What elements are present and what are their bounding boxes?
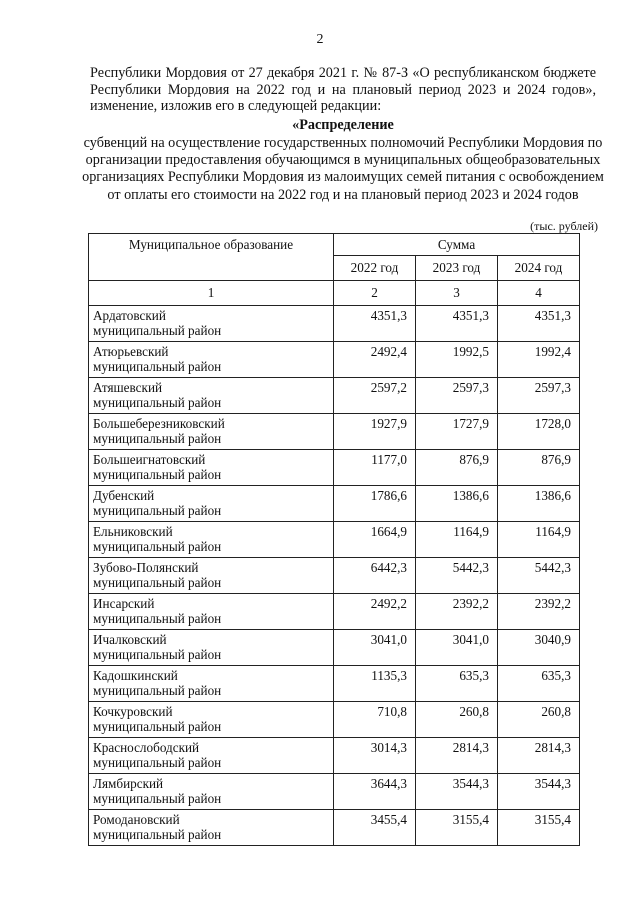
- amount-2024: 2814,3: [498, 738, 580, 774]
- amount-2024: 876,9: [498, 450, 580, 486]
- municipality-type: муниципальный район: [93, 827, 222, 842]
- amount-2023: 635,3: [416, 666, 498, 702]
- municipality-name: Дубенский: [93, 488, 155, 503]
- municipality-name: Зубово-Полянский: [93, 560, 199, 575]
- amount-2022: 4351,3: [334, 306, 416, 342]
- amount-2023: 3544,3: [416, 774, 498, 810]
- municipality-type: муниципальный район: [93, 719, 222, 734]
- municipality-type: муниципальный район: [93, 467, 222, 482]
- amount-2023: 3155,4: [416, 810, 498, 846]
- intro-paragraph: Республики Мордовия от 27 декабря 2021 г. № 87-З «О республиканском бюджете Республики Мордовия на 2022 год и на плановый период 2023 и 2024 годов», изменение, изложив его в следующей редакции:: [90, 65, 596, 114]
- column-number: 1: [89, 281, 334, 306]
- units-note: (тыс. рублей): [530, 219, 598, 233]
- municipality-name: Ельниковский: [93, 524, 173, 539]
- municipality-name: Кадошкинский: [93, 668, 178, 683]
- column-number: 3: [416, 281, 498, 306]
- amount-2023: 1992,5: [416, 342, 498, 378]
- table-heading: «Распределение: [292, 117, 394, 133]
- table-subtitle: субвенций на осуществление государственных полномочий Республики Мордовия по организации предоставления обучающимся в муниципальных общеобразовательных организациях Республики Мордовия из малоимущих семей питания с освобождением от оплаты его стоимости на 2022 год и на плановый период 2023 и 2024 годов: [82, 135, 604, 203]
- municipality-name: Лямбирский: [93, 776, 164, 791]
- municipality-type: муниципальный район: [93, 755, 222, 770]
- amount-2023: 2597,3: [416, 378, 498, 414]
- column-number: 4: [498, 281, 580, 306]
- amount-2022: 2492,2: [334, 594, 416, 630]
- amount-2024: 3155,4: [498, 810, 580, 846]
- municipality-cell: [89, 414, 334, 450]
- amount-2024: 3040,9: [498, 630, 580, 666]
- municipality-type: муниципальный район: [93, 323, 222, 338]
- table-row: [89, 810, 580, 846]
- amount-2022: 6442,3: [334, 558, 416, 594]
- municipality-cell: [89, 630, 334, 666]
- table-row: [89, 630, 580, 666]
- amount-2022: 3014,3: [334, 738, 416, 774]
- amount-2022: 1135,3: [334, 666, 416, 702]
- amount-2023: 5442,3: [416, 558, 498, 594]
- table-row: [89, 450, 580, 486]
- table-row: [89, 702, 580, 738]
- amount-2024: 3544,3: [498, 774, 580, 810]
- municipality-type: муниципальный район: [93, 359, 222, 374]
- table-row: [89, 594, 580, 630]
- table-row: [89, 738, 580, 774]
- municipality-name: Инсарский: [93, 596, 155, 611]
- column-header-municipality: Муниципальное образование: [89, 234, 334, 281]
- amount-2024: 635,3: [498, 666, 580, 702]
- amount-2023: 4351,3: [416, 306, 498, 342]
- distribution-table: [88, 233, 580, 846]
- municipality-cell: [89, 738, 334, 774]
- table-row: [89, 522, 580, 558]
- amount-2024: 1728,0: [498, 414, 580, 450]
- amount-2023: 2392,2: [416, 594, 498, 630]
- municipality-name: Большеигнатовский: [93, 452, 206, 467]
- table-body: [89, 306, 580, 846]
- municipality-cell: [89, 810, 334, 846]
- municipality-name: Атюрьевский: [93, 344, 169, 359]
- municipality-type: муниципальный район: [93, 683, 222, 698]
- municipality-name: Атяшевский: [93, 380, 163, 395]
- municipality-name: Большеберезниковский: [93, 416, 225, 431]
- municipality-cell: [89, 378, 334, 414]
- municipality-cell: [89, 774, 334, 810]
- amount-2024: 260,8: [498, 702, 580, 738]
- municipality-name: Кочкуровский: [93, 704, 173, 719]
- amount-2023: 3041,0: [416, 630, 498, 666]
- table-row: [89, 486, 580, 522]
- table-row: [89, 666, 580, 702]
- amount-2022: 3455,4: [334, 810, 416, 846]
- municipality-type: муниципальный район: [93, 647, 222, 662]
- municipality-type: муниципальный район: [93, 395, 222, 410]
- amount-2024: 1386,6: [498, 486, 580, 522]
- amount-2022: 1177,0: [334, 450, 416, 486]
- amount-2022: 2492,4: [334, 342, 416, 378]
- amount-2022: 3644,3: [334, 774, 416, 810]
- table-row: [89, 774, 580, 810]
- municipality-type: муниципальный район: [93, 503, 222, 518]
- amount-2024: 4351,3: [498, 306, 580, 342]
- table-row: [89, 414, 580, 450]
- table-row: [89, 378, 580, 414]
- municipality-type: муниципальный район: [93, 539, 222, 554]
- amount-2024: 2597,3: [498, 378, 580, 414]
- municipality-type: муниципальный район: [93, 431, 222, 446]
- column-header-year-2023: 2023 год: [416, 256, 498, 281]
- amount-2023: 876,9: [416, 450, 498, 486]
- municipality-cell: [89, 450, 334, 486]
- amount-2023: 1386,6: [416, 486, 498, 522]
- amount-2024: 1992,4: [498, 342, 580, 378]
- amount-2022: 1786,6: [334, 486, 416, 522]
- municipality-name: Краснослободский: [93, 740, 200, 755]
- municipality-cell: [89, 702, 334, 738]
- column-number: 2: [334, 281, 416, 306]
- amount-2023: 1727,9: [416, 414, 498, 450]
- table-row: [89, 558, 580, 594]
- column-header-sum: Сумма: [334, 234, 580, 256]
- table-row: [89, 306, 580, 342]
- amount-2024: 5442,3: [498, 558, 580, 594]
- amount-2022: 2597,2: [334, 378, 416, 414]
- column-header-year-2024: 2024 год: [498, 256, 580, 281]
- table-row: [89, 342, 580, 378]
- municipality-type: муниципальный район: [93, 575, 222, 590]
- amount-2023: 260,8: [416, 702, 498, 738]
- municipality-cell: [89, 306, 334, 342]
- amount-2022: 1664,9: [334, 522, 416, 558]
- amount-2024: 2392,2: [498, 594, 580, 630]
- municipality-name: Ромодановский: [93, 812, 180, 827]
- municipality-cell: [89, 666, 334, 702]
- municipality-cell: [89, 594, 334, 630]
- page-number: 2: [316, 32, 324, 47]
- amount-2024: 1164,9: [498, 522, 580, 558]
- municipality-type: муниципальный район: [93, 611, 222, 626]
- column-header-year-2022: 2022 год: [334, 256, 416, 281]
- municipality-name: Ардатовский: [93, 308, 166, 323]
- municipality-cell: [89, 486, 334, 522]
- amount-2023: 2814,3: [416, 738, 498, 774]
- municipality-cell: [89, 558, 334, 594]
- amount-2022: 710,8: [334, 702, 416, 738]
- municipality-cell: [89, 342, 334, 378]
- amount-2022: 1927,9: [334, 414, 416, 450]
- amount-2023: 1164,9: [416, 522, 498, 558]
- municipality-type: муниципальный район: [93, 791, 222, 806]
- municipality-name: Ичалковский: [93, 632, 167, 647]
- amount-2022: 3041,0: [334, 630, 416, 666]
- municipality-cell: [89, 522, 334, 558]
